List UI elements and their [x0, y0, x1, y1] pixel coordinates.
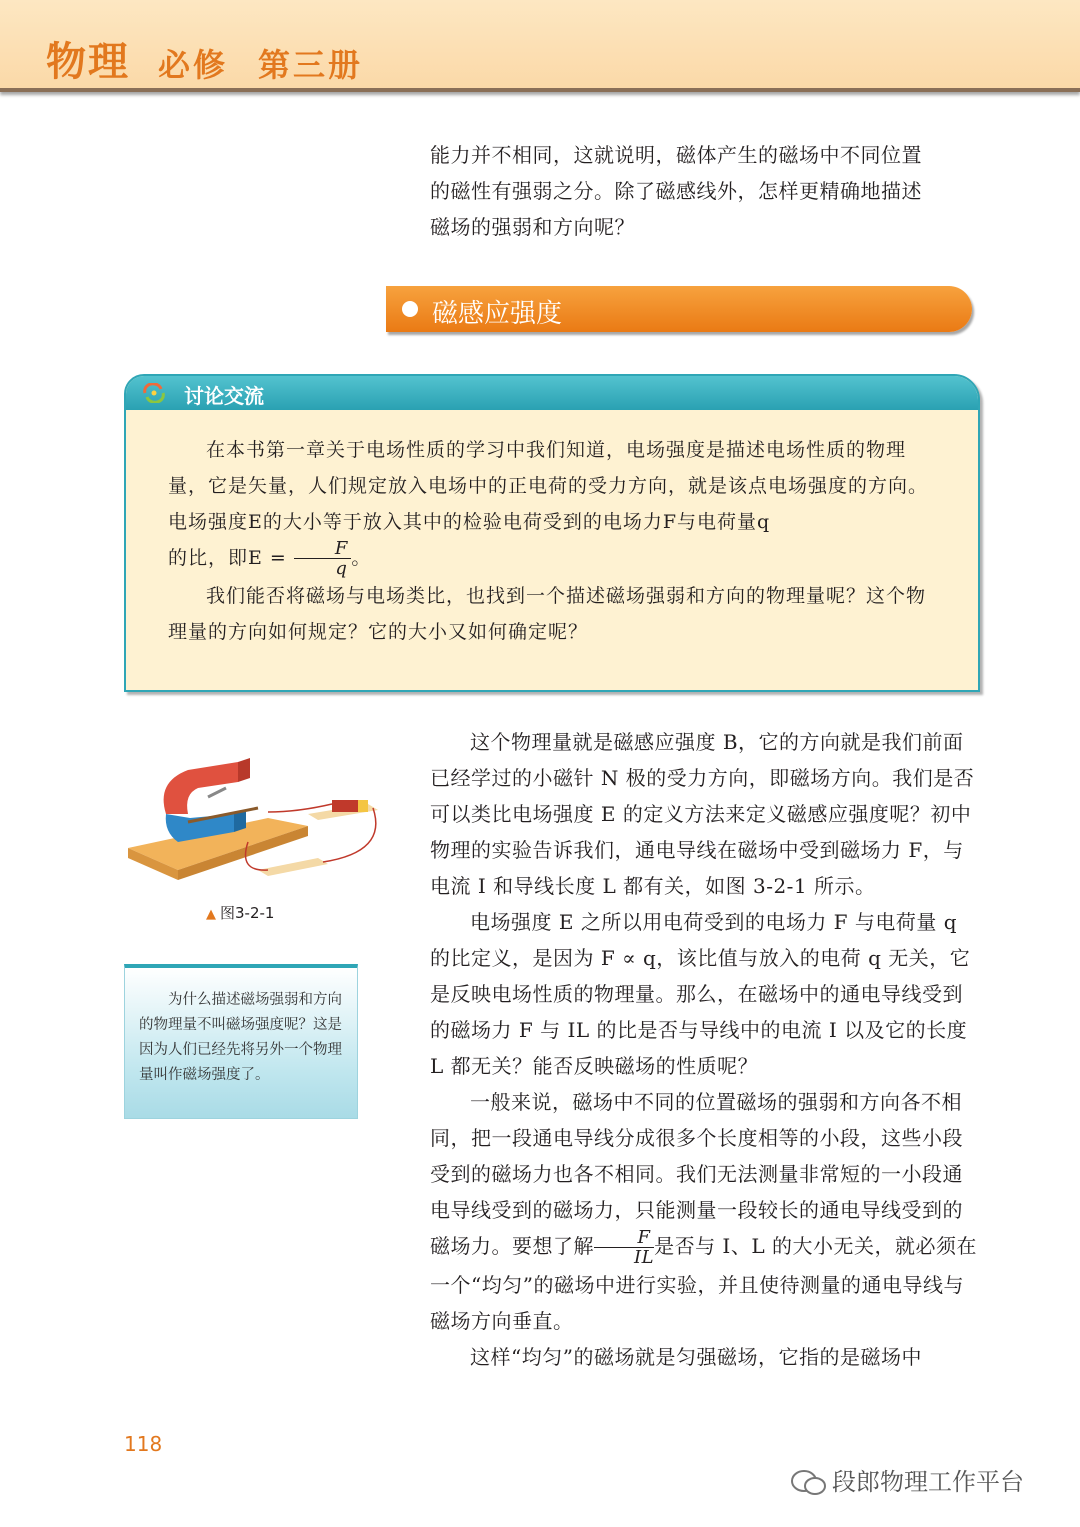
volume-title: 第三册	[258, 46, 364, 84]
discussion-text: 的比，即E =	[168, 547, 294, 569]
main-paragraph	[430, 1084, 978, 1339]
section-heading	[386, 286, 972, 332]
discussion-header	[126, 376, 978, 410]
discussion-paragraph: 我们能否将磁场与电场类比，也找到一个描述磁场强弱和方向的物理量呢？这个物理量的方向如何规定？它的大小又如何确定呢？	[168, 585, 927, 643]
fraction-numerator: F	[294, 540, 352, 559]
wechat-icon	[790, 1469, 828, 1497]
subject-title: 物理	[46, 39, 130, 85]
fraction-denominator: q	[335, 558, 348, 579]
figure-caption-text: 图3-2-1	[220, 904, 275, 922]
main-text	[430, 724, 978, 1375]
sidenote-text: 为什么描述磁场强弱和方向的物理量不叫磁场强度呢？这是因为人们已经先将另外一个物理量叫作磁场强度了。	[139, 992, 342, 1083]
course-title: 必修	[158, 46, 229, 84]
watermark-text: 段郎物理工作平台	[832, 1468, 1024, 1496]
main-text-segment: 是否与 I、L 的大小无关，就必须在一个“均匀”的磁场中进行实验，并且使待测量的通电导线与磁场方向垂直。	[430, 1234, 977, 1333]
discussion-text: 。	[351, 547, 372, 569]
page-header	[0, 0, 1080, 92]
discussion-box	[124, 374, 980, 692]
fraction-denominator: IL	[634, 1246, 655, 1268]
section-title: 磁感应强度	[432, 299, 563, 329]
discussion-body	[168, 432, 938, 650]
watermark	[790, 1462, 1024, 1497]
page-number: 118	[124, 1432, 163, 1456]
discussion-text: 在本书第一章关于电场性质的学习中我们知道，电场强度是描述电场性质的物理量，它是矢量，人们规定放入电场中的正电荷的受力方向，就是该点电场强度的方向。电场强度E的大小等于放入其中的检验电荷受到的电场力F与电荷量q	[168, 439, 929, 533]
intro-line: 的磁性有强弱之分。除了磁感线外，怎样更精确地描述	[430, 179, 922, 203]
triangle-icon: ▲	[206, 907, 216, 922]
intro-line: 能力并不相同，这就说明，磁体产生的磁场中不同位置	[430, 143, 922, 167]
discussion-title: 讨论交流	[184, 384, 264, 408]
figure-caption	[206, 902, 274, 923]
fraction-numerator: F	[594, 1229, 654, 1248]
bullet-icon	[402, 301, 418, 317]
sidenote-box	[124, 964, 358, 1119]
main-paragraph: 这个物理量就是磁感应强度 B，它的方向就是我们前面已经学过的小磁针 N 极的受力方向，即磁场方向。我们是否可以类比电场强度 E 的定义方法来定义磁感应强度呢？初中物理的实验告诉我们，通电导线在磁场中受到磁场力 F，与电流 I 和导线长度 L 都有关，如图 3-2-1 所示。	[430, 730, 975, 898]
fraction-f-over-il	[594, 1226, 655, 1268]
intro-line: 磁场的强弱和方向呢？	[430, 215, 635, 239]
fraction-f-over-q	[294, 540, 352, 578]
main-paragraph: 电场强度 E 之所以用电荷受到的电场力 F 与电荷量 q 的比定义，是因为 F ∝ q，该比值与放入的电荷 q 无关，它是反映电场性质的物理量。那么，在磁场中的通电导线受到的磁场力 F 与 IL 的比是否与导线中的电流 I 以及它的长度 L 都无关？能否反映磁场的性质呢？	[430, 910, 971, 1078]
intro-paragraph	[430, 137, 990, 245]
main-text-segment: 一般来说，磁场中不同的位置磁场的强弱和方向各不相同，把一段通电导线分成很多个长度相等的小段，这些小段受到的磁场力也各不相同。我们无法测量非常短的一小段通电导线受到的磁场力，只能测量一段较长的通电导线受到的磁场力。要想了解	[430, 1090, 963, 1258]
discussion-paragraph	[168, 432, 938, 578]
main-paragraph: 这样“均匀”的磁场就是匀强磁场，它指的是磁场中	[470, 1344, 922, 1369]
experiment-illustration	[118, 752, 398, 902]
discussion-icon	[142, 383, 166, 403]
